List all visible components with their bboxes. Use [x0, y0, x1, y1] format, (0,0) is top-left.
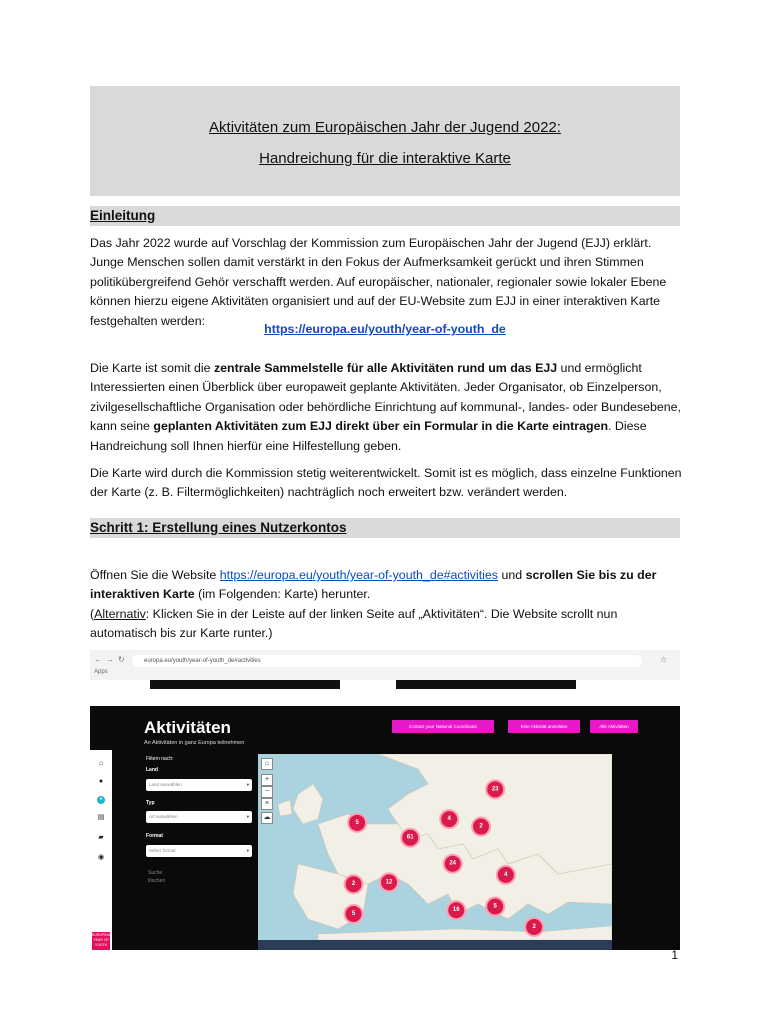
left-sidebar [90, 750, 112, 950]
step1-text-e: : Klicken Sie in der Leiste auf der linken Seite auf „Aktivitäten“. Die Website scrollt nun automatisch bis zur Karte runter.) [90, 606, 618, 641]
map-cluster-count: 2 [532, 923, 536, 930]
map-cluster-count: 5 [351, 910, 356, 917]
map-cluster-6 [497, 866, 515, 884]
activities-map [258, 754, 612, 940]
map-cluster-count: 12 [385, 879, 393, 886]
intro-heading-text: Einleitung [90, 208, 156, 223]
step1-bold-c: scrollen Sie bis zu der interaktiven Karte [90, 568, 657, 602]
map-cluster-8 [380, 873, 398, 891]
activities-subtitle: An Aktivitäten in ganz Europa teilnehmen [144, 740, 245, 746]
map-cluster-count: 24 [449, 860, 457, 867]
map-cluster-5 [444, 855, 462, 873]
document-title: Aktivitäten zum Europäischen Jahr der Jugend 2022: [209, 119, 561, 136]
p2-text-a: Die Karte ist somit die [90, 361, 214, 375]
zoom-in-icon: + [261, 774, 273, 786]
intro-paragraph: Das Jahr 2022 wurde auf Vorschlag der Kommission zum Europäischen Jahr der Jugend (EJJ) erklärt. Junge Menschen sollen damit verstärkt in den Fokus der Aufmerksamkeit gerückt und ihren Stimmen politikübergreifend Gehör verschafft werden. Auf europäischer, nationaler, regionaler sowie lokaler Ebene können hierzu eigene Aktivitäten organisiert und auf der EU-Website zum EJJ in einer interaktiven Karte festgehalten werden: [90, 236, 667, 328]
activities-title: Aktivitäten [144, 718, 231, 737]
step1-heading-text: Schritt 1: Erstellung eines Nutzerkontos [90, 520, 347, 535]
search-link: Suche [148, 870, 163, 876]
compass-icon: ◉ [97, 854, 105, 861]
map-description-paragraph [90, 359, 682, 456]
p2-text-e: . Diese Handreichung soll Ihnen hierfür eine Hilfestellung geben. [90, 419, 647, 453]
browser-chrome [90, 650, 680, 681]
european-year-of-youth-logo: EUROPEAN YEAR OF YOUTH [92, 932, 110, 950]
map-cluster-count: 23 [491, 786, 499, 793]
step1-paren: ( [90, 606, 95, 621]
map-cluster-0 [486, 780, 504, 798]
filter-panel [142, 756, 254, 896]
star-icon: ☆ [660, 655, 668, 664]
contact-coordinator-button: Contact your National Coordinator [392, 720, 494, 733]
type-label: Typ [146, 800, 155, 806]
year-of-youth-link[interactable]: https://europa.eu/youth/year-of-youth_de [264, 322, 506, 336]
section-heading-step1 [90, 518, 680, 538]
map-cluster-7 [345, 875, 363, 893]
activities-section [90, 706, 680, 950]
all-activities-button: Alle Aktivitäten [590, 720, 638, 733]
map-cluster-count: 5 [493, 903, 497, 910]
map-cluster-count: 2 [351, 881, 356, 888]
p2-bold-d: geplanten Aktivitäten zum EJJ direkt über ein Formular in die Karte eintragen [153, 419, 609, 434]
apps-label: Apps [94, 669, 108, 675]
location-icon: • [97, 796, 105, 804]
p2-bold-b: zentrale Sammelstelle für alle Aktivitäten rund um das EJJ [213, 361, 558, 375]
dark-banner-left [150, 680, 340, 689]
map-cluster-count: 2 [479, 823, 483, 830]
register-activity-button: Eine Aktivität anmelden [508, 720, 580, 733]
step1-text-a: Öffnen Sie die Website [90, 568, 220, 582]
back-icon: ← [94, 655, 102, 664]
map-cluster-11 [486, 898, 504, 916]
website-screenshot [90, 650, 680, 950]
step1-text-b: und [498, 568, 526, 582]
p2-text-c: und ermöglicht Interessierten einen Überblick über europaweit geplante Aktivitäten. Jeder Organisator, ob Einzelperson, zivilgesellschaftliche Organisation oder behördliche Einrichtung auf kommunal-, landes- oder Bundesebene, kann seine [90, 361, 681, 434]
activities-link[interactable]: https://europa.eu/youth/year-of-youth_de#activities [219, 568, 499, 582]
map-cluster-9 [345, 905, 363, 923]
map-cluster-count: 61 [406, 834, 414, 841]
info-icon: ● [98, 778, 104, 785]
document-subtitle: Handreichung für die interaktive Karte [259, 150, 511, 167]
type-select: Art auswählen ▾ [146, 811, 252, 823]
layers-icon: ☁ [261, 812, 273, 824]
step1-text-d: (im Folgenden: Karte) herunter. [194, 587, 371, 602]
close-icon: × [261, 798, 273, 810]
address-bar: europa.eu/youth/year-of-youth_de#activities [132, 655, 642, 667]
map-cluster-4 [401, 829, 419, 847]
map-cluster-count: 4 [504, 871, 508, 878]
title-box [90, 86, 680, 196]
cluster-layer [258, 754, 612, 940]
chat-icon: ▰ [98, 834, 104, 841]
page-number: 1 [671, 948, 678, 962]
land-select: Land auswählen ▾ [146, 779, 252, 791]
map-cluster-2 [440, 810, 458, 828]
dark-banner-right [396, 680, 576, 689]
filter-title: Filtern nach: [146, 756, 174, 762]
map-cluster-10 [447, 901, 465, 919]
zoom-out-icon: − [261, 786, 273, 798]
map-cluster-count: 4 [447, 816, 451, 823]
map-disclaimer-bar [258, 940, 612, 950]
map-cluster-12 [525, 918, 543, 936]
format-label: Format [146, 833, 163, 839]
clear-link: löschen [148, 878, 166, 884]
reload-icon: ↻ [118, 655, 125, 664]
format-select: Select format ▾ [146, 845, 252, 857]
map-cluster-1 [348, 814, 366, 832]
map-home-icon: ⌂ [261, 758, 273, 770]
step1-paragraph [90, 566, 682, 644]
home-icon: ⌂ [98, 760, 104, 767]
forward-icon: → [106, 655, 114, 664]
step1-alternative-label: Alternativ [94, 606, 146, 621]
section-heading-intro [90, 206, 680, 226]
land-label: Land [146, 767, 158, 773]
map-cluster-3 [472, 818, 490, 836]
map-cluster-count: 5 [355, 819, 359, 826]
documents-icon: ▤ [97, 814, 105, 821]
map-cluster-count: 16 [452, 907, 460, 914]
development-paragraph: Die Karte wird durch die Kommission stetig weiterentwickelt. Somit ist es möglich, dass einzelne Funktionen der Karte (z. B. Filtermöglichkeiten) nachträglich noch erweitert bzw. verändert werden. [90, 466, 682, 500]
